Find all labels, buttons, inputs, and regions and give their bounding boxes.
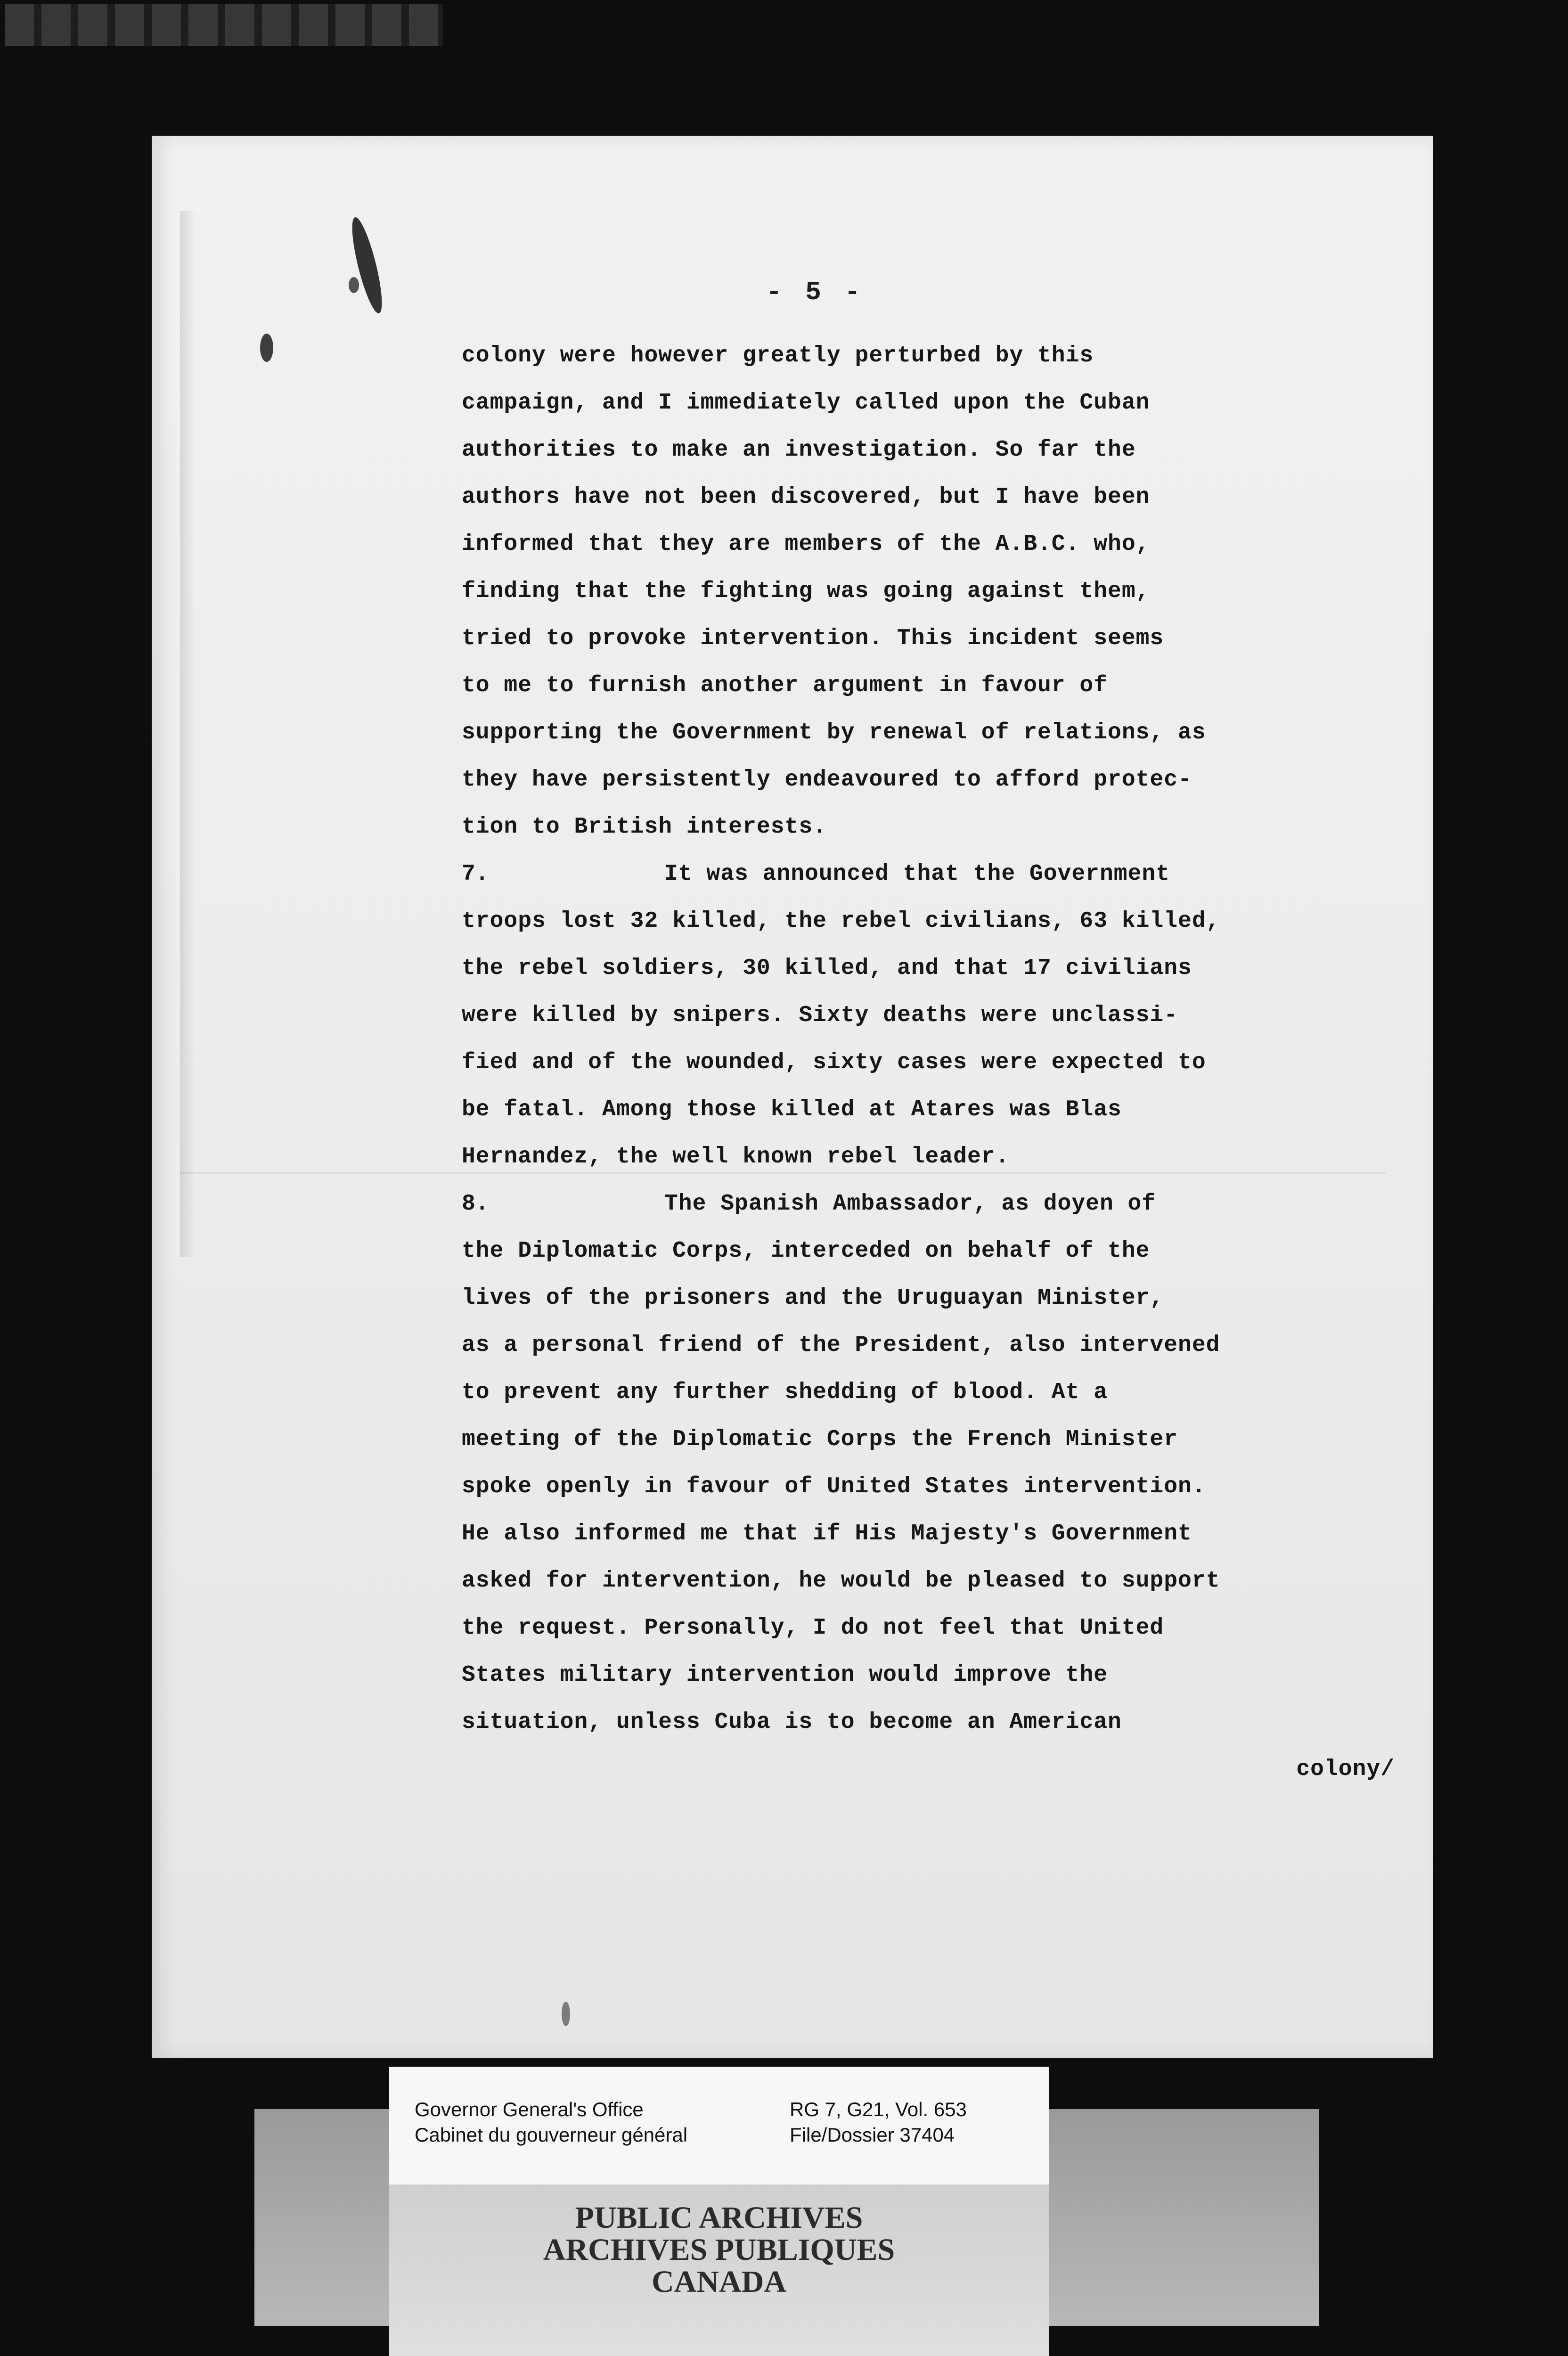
text-line: authors have not been discovered, but I have been — [462, 484, 1150, 510]
file-number: File/Dossier 37404 — [790, 2124, 955, 2146]
document-page — [152, 136, 1433, 2058]
archive-reference — [790, 2097, 967, 2148]
text-line: finding that the fighting was going against them, — [462, 579, 1150, 604]
text-line: lives of the prisoners and the Uruguayan Minister, — [462, 1285, 1164, 1311]
text-line: asked for intervention, he would be pleased to support — [462, 1568, 1220, 1594]
archive-card-line: PUBLIC ARCHIVES — [575, 2201, 863, 2235]
text-line: States military intervention would improve the — [462, 1662, 1108, 1688]
record-group: RG 7, G21, Vol. 653 — [790, 2098, 967, 2120]
paragraph-number: 7. — [462, 861, 489, 887]
text-line: campaign, and I immediately called upon the Cuban — [462, 390, 1150, 416]
text-line: fied and of the wounded, sixty cases were expected to — [462, 1050, 1206, 1075]
text-line: He also informed me that if His Majesty's Government — [462, 1521, 1192, 1546]
text-line: The Spanish Ambassador, as doyen of — [664, 1191, 1156, 1217]
text-line: It was announced that the Government — [664, 861, 1170, 887]
text-line: spoke openly in favour of United States intervention. — [462, 1474, 1206, 1499]
text-line: they have persistently endeavoured to afford protec- — [462, 767, 1192, 793]
page-edge-shadow — [180, 211, 196, 1257]
catchword: colony/ — [1296, 1757, 1395, 1782]
text-line: meeting of the Diplomatic Corps the French Minister — [462, 1427, 1178, 1452]
text-line: informed that they are members of the A.B.C. who, — [462, 532, 1150, 557]
office-english: Governor General's Office — [415, 2098, 644, 2120]
ink-smudge — [349, 277, 359, 293]
paragraph-number: 8. — [462, 1191, 489, 1217]
ink-smudge — [260, 334, 273, 362]
text-line: the Diplomatic Corps, interceded on behalf of the — [462, 1238, 1150, 1264]
ink-smudge — [346, 215, 388, 316]
text-line: tried to provoke intervention. This incident seems — [462, 626, 1164, 651]
text-line: be fatal. Among those killed at Atares was Blas — [462, 1097, 1122, 1122]
text-line: Hernandez, the well known rebel leader. — [462, 1144, 1010, 1170]
text-line: troops lost 32 killed, the rebel civilians, 63 killed, — [462, 908, 1220, 934]
ink-smudge — [562, 2002, 570, 2026]
text-line: the request. Personally, I do not feel that United — [462, 1615, 1164, 1641]
text-line: tion to British interests. — [462, 814, 827, 840]
text-line: situation, unless Cuba is to become an American — [462, 1710, 1122, 1735]
film-reel-strip — [5, 4, 443, 46]
archive-card — [389, 2184, 1049, 2356]
text-line: colony were however greatly perturbed by this — [462, 343, 1094, 368]
text-line: the rebel soldiers, 30 killed, and that 17 civilians — [462, 956, 1192, 981]
text-line: to prevent any further shedding of blood. At a — [462, 1380, 1108, 1405]
office-french: Cabinet du gouverneur général — [415, 2124, 688, 2146]
archive-card-line: ARCHIVES PUBLIQUES — [543, 2233, 895, 2267]
archive-office — [415, 2097, 687, 2148]
archive-reference-label — [389, 2067, 1049, 2184]
page-number: - 5 - — [766, 277, 865, 307]
archive-card-line: CANADA — [652, 2265, 786, 2299]
text-line: as a personal friend of the President, also intervened — [462, 1333, 1220, 1358]
text-line: supporting the Government by renewal of relations, as — [462, 720, 1206, 745]
text-line: were killed by snipers. Sixty deaths were unclassi- — [462, 1003, 1178, 1028]
text-line: to me to furnish another argument in favour of — [462, 673, 1108, 698]
body-text — [462, 343, 1395, 1945]
text-line: authorities to make an investigation. So far the — [462, 437, 1136, 463]
